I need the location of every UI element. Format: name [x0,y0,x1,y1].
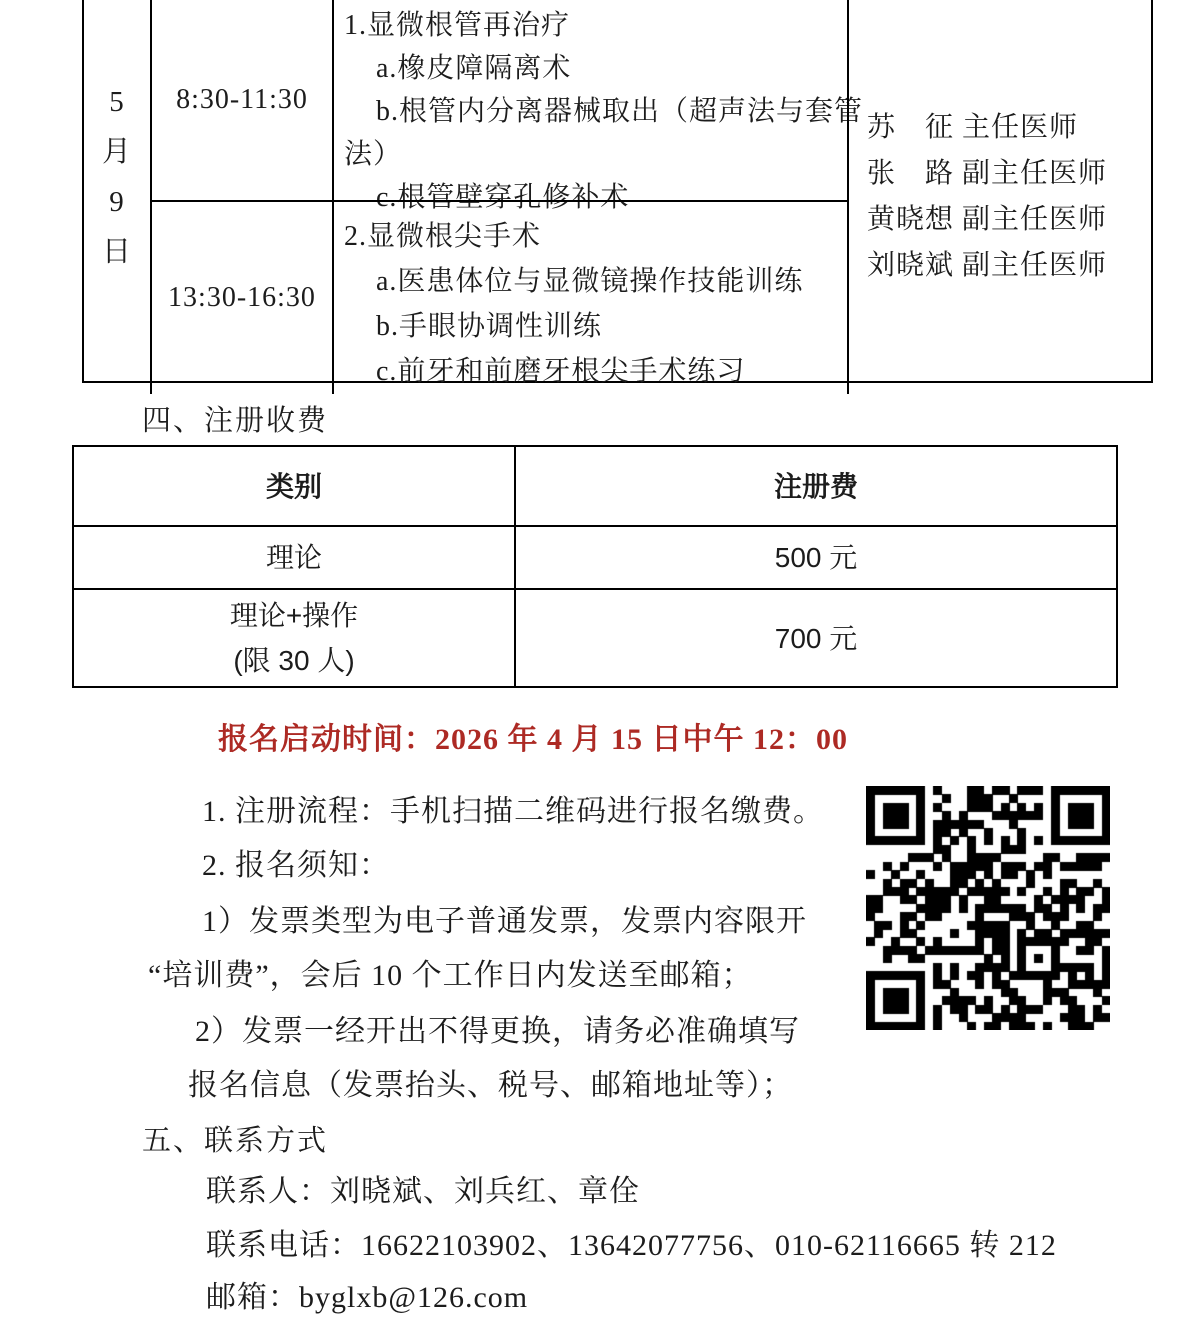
fee-row-practice-category [74,588,514,686]
notice-item-2: 2. 报名须知： [202,849,390,882]
fee-row-theory-category [74,525,514,588]
contact-phones: 联系电话：16622103902、13642077756、010-62116665 转 212 [206,1229,1057,1262]
notice-item-1: 1. 注册流程：手机扫描二维码进行报名缴费。 [202,795,824,828]
registration-start-time: 报名启动时间：2026 年 4 月 15 日中午 12：00 [218,723,848,756]
schedule-content-afternoon [332,200,847,394]
content-line: a.医患体位与显微镜操作技能训练 [376,266,804,297]
date-char: 日 [101,236,132,268]
schedule-date-cell [84,0,150,394]
time-text: 13:30-16:30 [168,282,316,313]
schedule-content-morning [332,0,864,213]
faculty-line: 苏 征 主任医师 [867,112,1079,143]
content-line: a.橡皮障隔离术 [376,53,572,84]
content-line: 法） [344,139,403,170]
content-line: c.根管壁穿孔修补术 [376,182,630,213]
date-char: 5 [109,86,125,118]
fee-header-fee [514,447,1116,525]
registration-qr-code [866,786,1110,1030]
schedule-faculty-cell [847,0,1151,394]
faculty-line: 刘晓斌 副主任医师 [867,250,1108,281]
cell-text: 理论+操作 [229,600,359,631]
fee-row-theory-fee [514,525,1116,588]
date-char: 9 [109,186,125,218]
notice-item-3-line-2: “培训费”，会后 10 个工作日内发送至邮箱； [148,959,753,992]
schedule-time-morning [150,0,332,200]
section-heading-registration-fee: 四、注册收费 [142,405,329,437]
cell-text: 理论 [265,542,322,573]
contact-email: 邮箱：byglxb@126.com [206,1281,529,1314]
cell-text: 700 元 [774,622,858,654]
fee-header-category [74,447,514,525]
header-text: 注册费 [773,470,858,502]
schedule-table [82,0,1153,387]
fee-row-practice-fee [514,588,1116,686]
cell-text: (限 30 人) [233,645,355,676]
header-text: 类别 [265,470,322,502]
content-line: b.根管内分离器械取出（超声法与套管 [376,96,864,127]
faculty-line: 黄晓想 副主任医师 [867,204,1108,235]
fee-table [72,445,1118,688]
time-text: 8:30-11:30 [176,84,308,115]
contact-persons: 联系人：刘晓斌、刘兵红、章佺 [206,1175,640,1208]
notice-item-4-line-2: 报名信息（发票抬头、税号、邮箱地址等）； [188,1069,793,1102]
content-line: c.前牙和前磨牙根尖手术练习 [376,356,746,387]
notice-item-4-line-1: 2）发票一经开出不得更换，请务必准确填写 [195,1015,800,1048]
date-char: 月 [101,136,132,168]
faculty-line: 张 路 副主任医师 [867,158,1108,189]
content-line: 1.显微根管再治疗 [344,10,571,41]
section-heading-contact: 五、联系方式 [142,1125,329,1157]
schedule-time-afternoon [150,200,332,394]
content-line: b.手眼协调性训练 [376,311,603,342]
notice-item-3-line-1: 1）发票类型为电子普通发票，发票内容限开 [202,905,807,938]
content-line: 2.显微根尖手术 [344,221,542,252]
cell-text: 500 元 [774,542,858,573]
